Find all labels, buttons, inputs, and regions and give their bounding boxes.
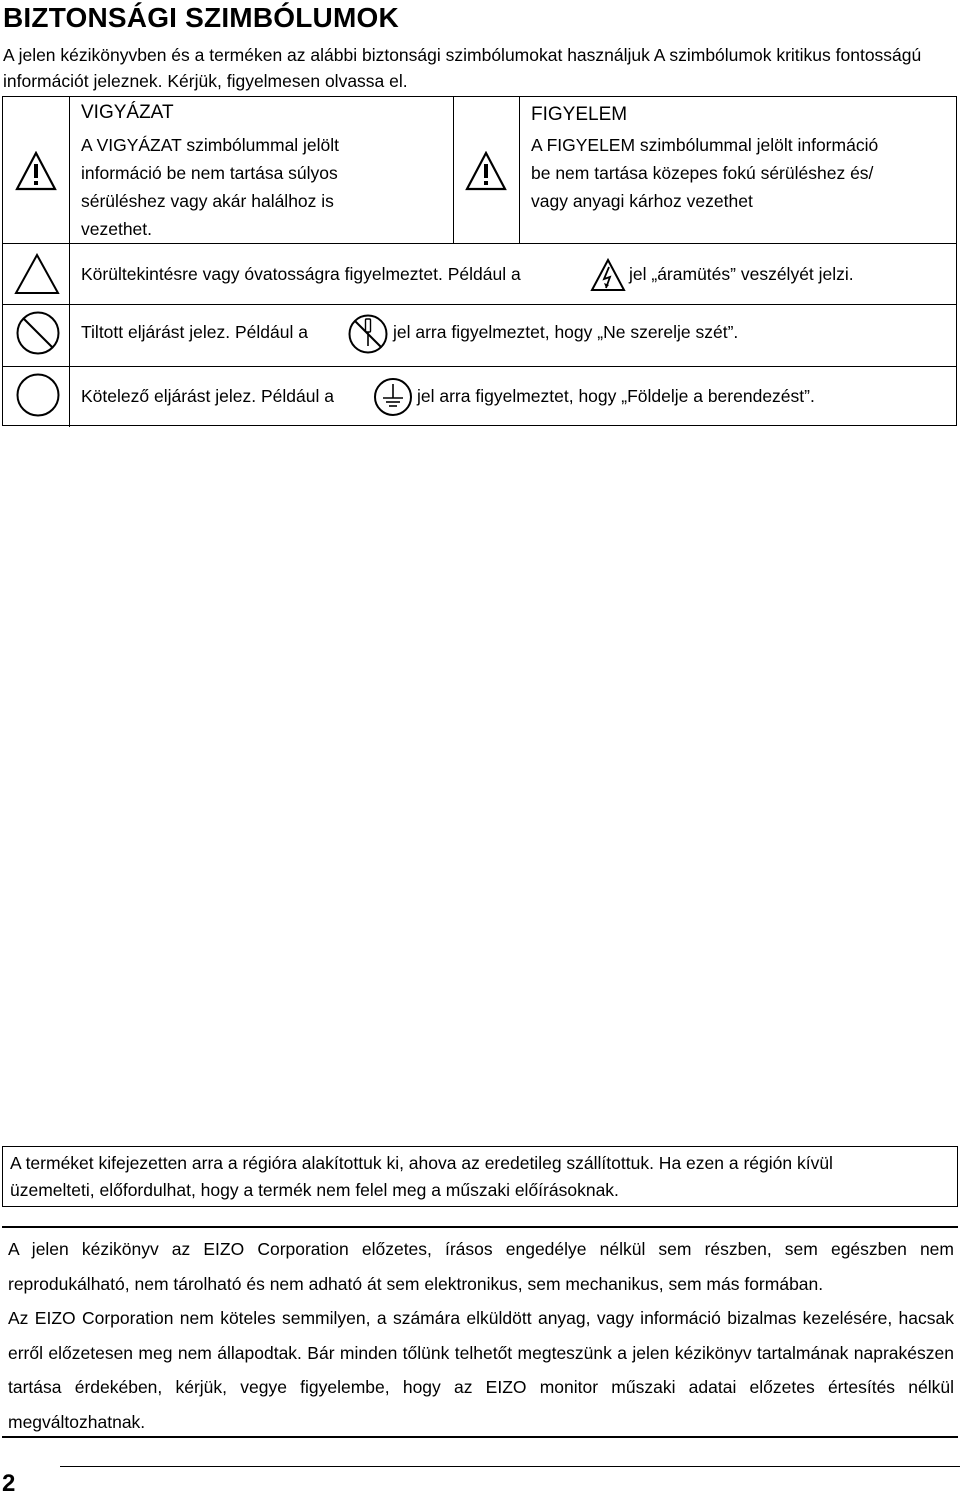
copyright-paragraph: A jelen kézikönyv az EIZO Corporation előzetes, írásos engedélye nélkül sem részben, sem egészben nem reprodukálható, nem tárolható és nem adható át sem elektronikus, sem mechanikus, sem más formában. [8,1239,954,1294]
copyright-paragraph: Az EIZO Corporation nem köteles semmilyen, a számára elküldött anyag, vagy információ bizalmas kezelésére, hacsak erről előzetesen meg nem állapodtak. Bár minden tőlünk telhetőt megteszünk a jelen kézikönyv tartalmának naprakészen tartása érdekében, kérjük, vegye figyelembe, hogy az EIZO monitor műszaki adatai előzetes értesítés nélkül megváltozhatnak. [8,1308,954,1432]
vigyazat-line: A VIGYÁZAT szimbólummal jelölt [81,135,340,155]
figyelem-title: FIGYELEM [531,104,628,125]
symbol-description: jel „áramütés” veszélyét jelzi. [629,264,854,284]
triangle-icon [14,253,60,295]
symbol-description: jel arra figyelmeztet, hogy „Ne szerelje szét”. [393,322,739,342]
symbol-description: Tiltott eljárást jelez. Például a [81,322,308,342]
region-notice [2,1146,958,1207]
table-divider [3,243,956,244]
table-divider [453,97,454,243]
electric-shock-icon [590,258,626,292]
symbol-description: Kötelező eljárást jelez. Például a [81,386,334,406]
figyelem-line: be nem tartása közepes fokú sérüléshez és/ [531,163,874,183]
table-divider [69,243,70,427]
copyright-notice [2,1226,958,1438]
notice-line: üzemelteti, előfordulhat, hogy a termék nem felel meg a műszaki előírásoknak. [10,1180,619,1200]
figyelem-line: vagy anyagi kárhoz vezethet [531,191,753,211]
footer-rule [60,1466,960,1467]
safety-symbols-table [2,96,957,426]
table-divider [69,97,70,243]
figyelem-line: A FIGYELEM szimbólummal jelölt információ [531,135,879,155]
symbol-description: jel arra figyelmeztet, hogy „Földelje a berendezést”. [417,386,815,406]
symbol-description: Körültekintésre vagy óvatosságra figyelmeztet. Például a [81,264,521,284]
prohibited-icon [15,310,61,356]
warning-triangle-icon [15,151,57,191]
table-divider [519,97,520,243]
vigyazat-line: sérüléshez vagy akár halálhoz is [81,191,334,211]
ground-icon [373,377,413,417]
vigyazat-line: információ be nem tartása súlyos [81,163,338,183]
copyright-text [8,1232,954,1440]
page-number: 2 [2,1470,16,1497]
table-divider [3,304,956,305]
page-title: BIZTONSÁGI SZIMBÓLUMOK [3,2,399,33]
intro-paragraph: A jelen kézikönyvben és a terméken az alábbi biztonsági szimbólumokat használjuk A szimbólumok kritikus fontosságú információt jeleznek. Kérjük, figyelmesen olvassa el. [3,45,922,91]
circle-icon [15,372,61,418]
warning-triangle-icon [465,151,507,191]
region-notice-text [10,1150,954,1204]
vigyazat-title: VIGYÁZAT [81,102,174,123]
no-disassembly-icon [347,313,389,355]
notice-line: A terméket kifejezetten arra a régióra alakítottuk ki, ahova az eredetileg szállítottuk. Ha ezen a régión kívül [10,1153,833,1173]
table-divider [3,366,956,367]
vigyazat-line: vezethet. [81,219,153,239]
